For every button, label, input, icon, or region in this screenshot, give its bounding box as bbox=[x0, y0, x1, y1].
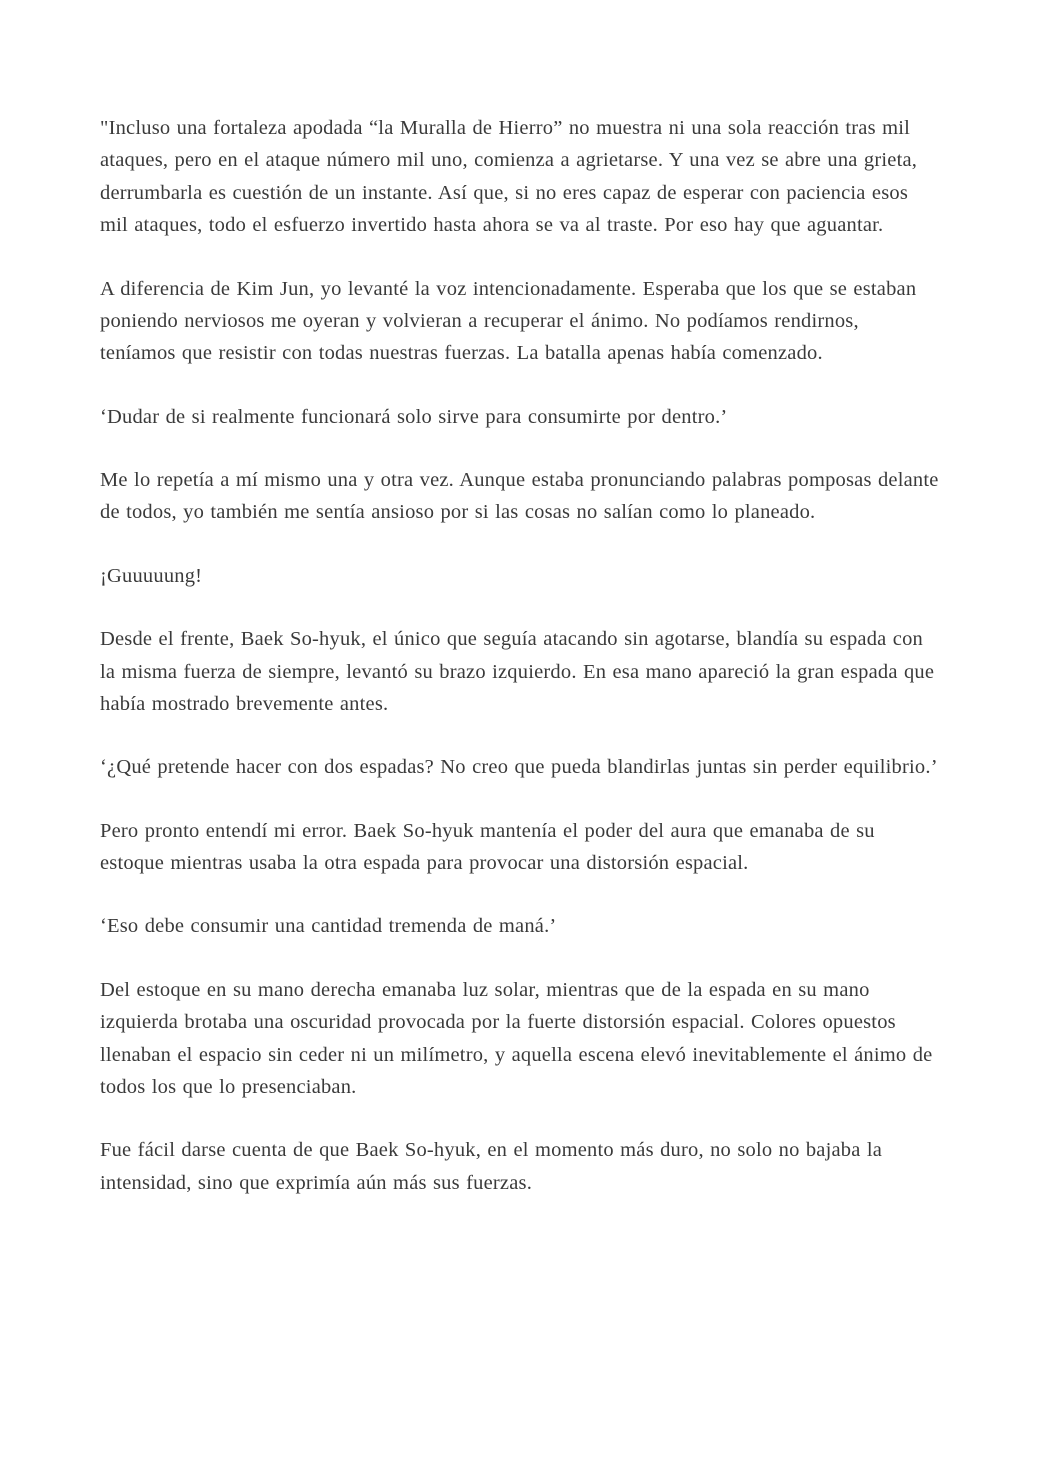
paragraph: ‘Dudar de si realmente funcionará solo sirve para consumirte por dentro.’ bbox=[100, 405, 728, 428]
paragraph: Del estoque en su mano derecha emanaba luz solar, mientras que de la espada en su mano izquierda brotaba una oscuridad provocada por la fuerte distorsión espacial. Colores opuestos llenaban el espacio sin ceder ni un milímetro, y aquella escena elevó inevitablemente el ánimo de todos los que lo presenciaban. bbox=[100, 978, 933, 1098]
paragraph: Me lo repetía a mí mismo una y otra vez. Aunque estaba pronunciando palabras pomposas delante de todos, yo también me sentía ansioso por si las cosas no salían como lo planeado. bbox=[100, 469, 939, 524]
paragraph: ¡Guuuuung! bbox=[100, 564, 203, 587]
paragraph: Desde el frente, Baek So-hyuk, el único que seguía atacando sin agotarse, blandía su espada con la misma fuerza de siempre, levantó su brazo izquierdo. En esa mano apareció la gran espada que había mostrado brevemente antes. bbox=[100, 628, 935, 715]
paragraph: Pero pronto entendí mi error. Baek So-hyuk mantenía el poder del aura que emanaba de su estoque mientras usaba la otra espada para provocar una distorsión espacial. bbox=[100, 819, 875, 874]
paragraph: A diferencia de Kim Jun, yo levanté la voz intencionadamente. Esperaba que los que se estaban poniendo nerviosos me oyeran y volvieran a recuperar el ánimo. No podíamos rendirnos, teníamos que resistir con todas nuestras fuerzas. La batalla apenas había comenzado. bbox=[100, 277, 917, 365]
paragraph: Fue fácil darse cuenta de que Baek So-hyuk, en el momento más duro, no solo no bajaba la intensidad, sino que exprimía aún más sus fuerzas. bbox=[100, 1139, 883, 1194]
paragraph: "Incluso una fortaleza apodada “la Muralla de Hierro” no muestra ni una sola reacción tras mil ataques, pero en el ataque número mil uno, comienza a agrietarse. Y una vez se abre una grieta, derrumbarla es cuestión de un instante. Así que, si no eres capaz de esperar con paciencia esos mil ataques, todo el esfuerzo invertido hasta ahora se va al traste. Por eso hay que aguantar. bbox=[100, 117, 918, 237]
paragraph: ‘¿Qué pretende hacer con dos espadas? No creo que pueda blandirlas juntas sin perder equilibrio.’ bbox=[100, 756, 938, 779]
paragraph: ‘Eso debe consumir una cantidad tremenda de maná.’ bbox=[100, 915, 557, 938]
text-content bbox=[100, 112, 939, 1199]
